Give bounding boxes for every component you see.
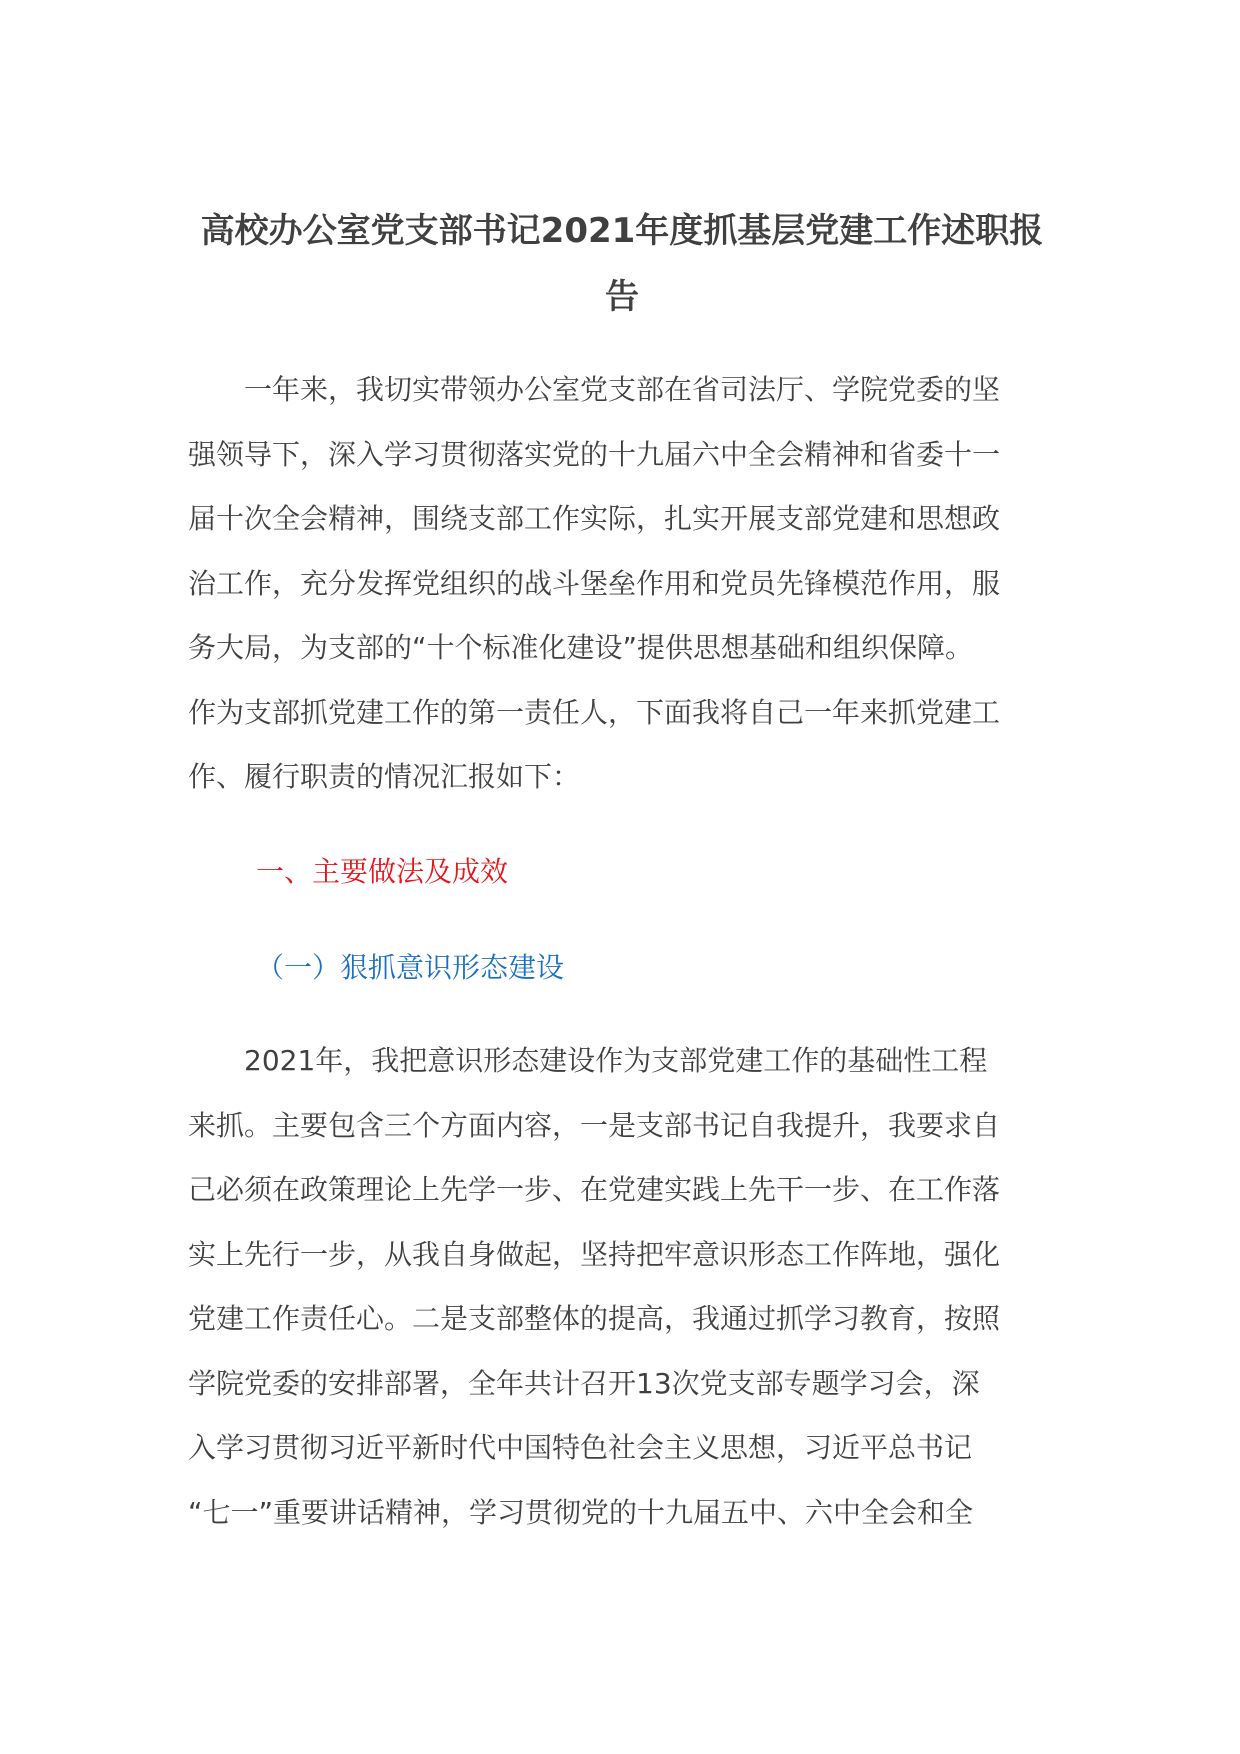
intro-paragraph xyxy=(188,358,1056,810)
paragraph-line: 入学习贯彻习近平新时代中国特色社会主义思想，习近平总书记 xyxy=(188,1431,973,1464)
section-heading: 一、主要做法及成效 xyxy=(256,855,509,888)
document-title xyxy=(188,198,1056,330)
paragraph-line: “七一”重要讲话精神，学习贯彻党的十九届五中、六中全会和全 xyxy=(188,1495,974,1529)
paragraph-line: 强领导下，深入学习贯彻落实党的十九届六中全会精神和省委十一 xyxy=(188,437,1001,471)
title-line-2: 告 xyxy=(605,277,639,317)
paragraph-line: 实上先行一步，从我自身做起，坚持把牢意识形态工作阵地，强化 xyxy=(188,1237,1001,1271)
paragraph-line: 作、履行职责的情况汇报如下： xyxy=(188,760,581,793)
paragraph-line: 治工作，充分发挥党组织的战斗堡垒作用和党员先锋模范作用，服 xyxy=(188,566,1001,600)
subsection-heading: （一）狠抓意识形态建设 xyxy=(256,951,565,984)
title-line-1: 高校办公室党支部书记2021年度抓基层党建工作述职报 xyxy=(200,211,1044,251)
paragraph-line: 务大局，为支部的“十个标准化建设”提供思想基础和组织保障。 xyxy=(188,631,974,664)
paragraph-line: 作为支部抓党建工作的第一责任人，下面我将自己一年来抓党建工 xyxy=(188,695,1001,729)
paragraph-line: 届十次全会精神，围绕支部工作实际，扎实开展支部党建和思想政 xyxy=(188,502,1001,535)
paragraph-line: 己必须在政策理论上先学一步、在党建实践上先干一步、在工作落 xyxy=(188,1173,1001,1206)
paragraph-line: 一年来，我切实带领办公室党支部在省司法厅、学院党委的坚 xyxy=(188,373,1001,406)
paragraph-line: 来抓。主要包含三个方面内容，一是支部书记自我提升，我要求自 xyxy=(188,1108,1001,1142)
paragraph-line: 2021年，我把意识形态建设作为支部党建工作的基础性工程 xyxy=(188,1044,988,1077)
body-paragraph xyxy=(188,1029,1056,1545)
paragraph-line: 党建工作责任心。二是支部整体的提高，我通过抓学习教育，按照 xyxy=(188,1302,1001,1335)
paragraph-line: 学院党委的安排部署，全年共计召开13次党支部专题学习会，深 xyxy=(188,1366,980,1400)
